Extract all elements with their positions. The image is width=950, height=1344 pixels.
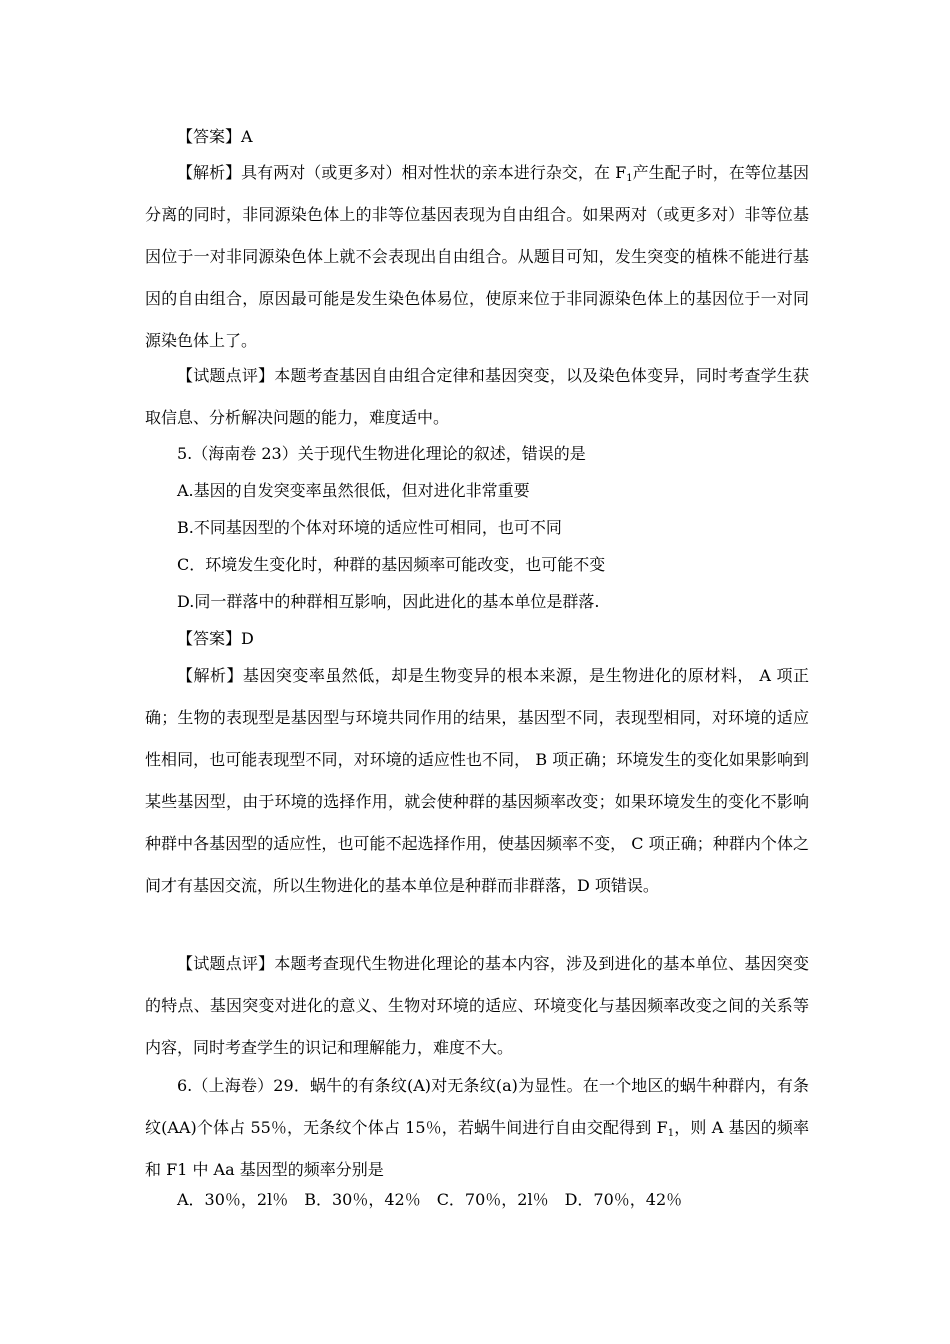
- f1-subscript: 1: [667, 1128, 675, 1139]
- q5-analysis: 【解析】基因突变率虽然低，却是生物变异的根本来源，是生物进化的原材料， A 项正确；生物的表现型是基因型与环境共同作用的结果，基因型不同，表现型相同，对环境的适应性相同，也可能表现型不同，对环境的适应性也不同， B 项正确；环境发生的变化如果影响到某些基因型，由于环境的选择作用，就会使种群的基因频率改变；如果环境发生的变化不影响种群中各基因型的适应性，也可能不起选择作用，使基因频率不变， C 项正确；种群内个体之间才有基因交流，所以生物进化的基本单位是种群而非群落，D 项错误。: [145, 666, 809, 895]
- q4-analysis-text-cont: 产生配子时，在等位基因分离的同时，非同源染色体上的非等位基因表现为自由组合。如果两对（或更多对）非等位基因位于一对非同源染色体上就不会表现出自由组合。从题目可知，发生突变的植株不能进行基因的自由组合，原因最可能是发生染色体易位，使原来位于非同源染色体上的基因位于一对同源染色体上了。: [145, 163, 809, 350]
- q5-stem: 5.（海南卷 23）关于现代生物进化理论的叙述，错误的是: [177, 444, 586, 463]
- q4-analysis: [145, 152, 809, 362]
- q5-option-a: A.基因的自发突变率虽然很低，但对进化非常重要: [177, 481, 530, 500]
- q6-stem-text: 6.（上海卷）29．蜗牛的有条纹(A)对无条纹(a)为显性。在一个地区的蜗牛种群内，有条纹(AA)个体占 55％，无条纹个体占 15％，若蜗牛间进行自由交配得到 F: [145, 1076, 809, 1137]
- q4-answer: 【答案】A: [177, 127, 253, 146]
- q6-stem-text-cont: ，则 A 基因的频率和 F1 中 Aa 基因型的频率分别是: [145, 1118, 809, 1179]
- q4-comment: 【试题点评】本题考查基因自由组合定律和基因突变，以及染色体变异，同时考查学生获取信息、分析解决问题的能力，难度适中。: [145, 366, 809, 427]
- q4-analysis-text: 【解析】具有两对（或更多对）相对性状的亲本进行杂交，在 F: [177, 163, 627, 182]
- q5-option-c: C．环境发生变化时，种群的基因频率可能改变，也可能不变: [177, 555, 606, 574]
- q5-answer: 【答案】D: [177, 629, 254, 648]
- q5-comment: 【试题点评】本题考查现代生物进化理论的基本内容，涉及到进化的基本单位、基因突变的特点、基因突变对进化的意义、生物对环境的适应、环境变化与基因频率改变之间的关系等内容，同时考查学生的识记和理解能力，难度不大。: [145, 954, 809, 1057]
- q5-option-b: B.不同基因型的个体对环境的适应性可相同，也可不同: [177, 518, 562, 537]
- q6-stem: [145, 1065, 809, 1191]
- f1-subscript: 1: [626, 173, 633, 184]
- q6-options: A．30％，2l％ B．30％，42％ C．70％，2l％ D．70％，42％: [177, 1190, 683, 1209]
- q5-option-d: D.同一群落中的种群相互影响，因此进化的基本单位是群落.: [177, 592, 600, 611]
